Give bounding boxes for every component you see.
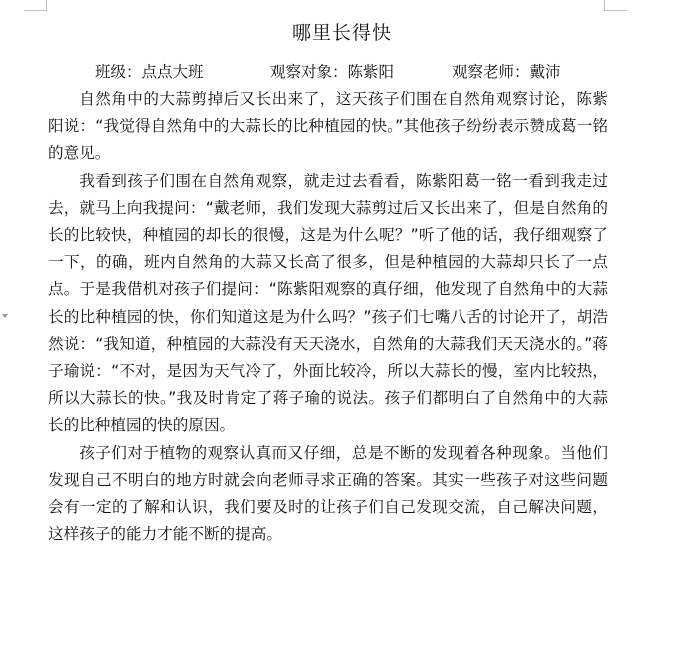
class-label: 班级：点点大班 [95, 63, 204, 81]
page-corner-mark-left [24, 0, 47, 11]
document-title: 哪里长得快 [291, 22, 392, 44]
page-corner-mark-right [604, 0, 627, 11]
teacher-label: 观察老师：戴沛 [452, 63, 561, 81]
paragraph-3: 孩子们对于植物的观察认真而又仔细，总是不断的发现着各种现象。当他们发现自己不明白的地方时就会向老师寻求正确的答案。其实一些孩子对这些问题会有一定的了解和认识，我们要及时的让孩子们自己发现交流，自己解决问题，这样孩子的能力才能不断的提高。 [48, 443, 608, 544]
margin-marker-icon [2, 314, 8, 318]
paragraph-1: 自然角中的大蒜剪掉后又长出来了，这天孩子们围在自然角观察讨论，陈紫阳说：“我觉得自然角中的大蒜长的比种植园的快。”其他孩子纷纷表示赞成葛一铭的意见。 [48, 90, 608, 163]
document-body [48, 86, 608, 548]
subject-label: 观察对象：陈紫阳 [270, 63, 395, 81]
paragraph-2: 我看到孩子们围在自然角观察，就走过去看看，陈紫阳葛一铭一看到我走过去，就马上向我提问：“戴老师，我们发现大蒜剪过后又长出来了，但是自然角的长的比较快，种植园的却长的很慢，这是为什么呢？”听了他的话，我仔细观察了一下，的确，班内自然角的大蒜又长高了很多，但是种植园的大蒜却只长了一点点。于是我借机对孩子们提问：“陈紫阳观察的真仔细，他发现了自然角中的大蒜长的比种植园的快，你们知道这是为什么吗？”孩子们七嘴八舌的讨论开了，胡浩然说：“我知道，种植园的大蒜没有天天浇水，自然角的大蒜我们天天浇水的。”蒋子瑜说：“不对，是因为天气冷了，外面比较冷，所以大蒜长的慢，室内比较热，所以大蒜长的快。”我及时肯定了蒋子瑜的说法。孩子们都明白了自然角中的大蒜长的比种植园的快的原因。 [48, 171, 608, 435]
